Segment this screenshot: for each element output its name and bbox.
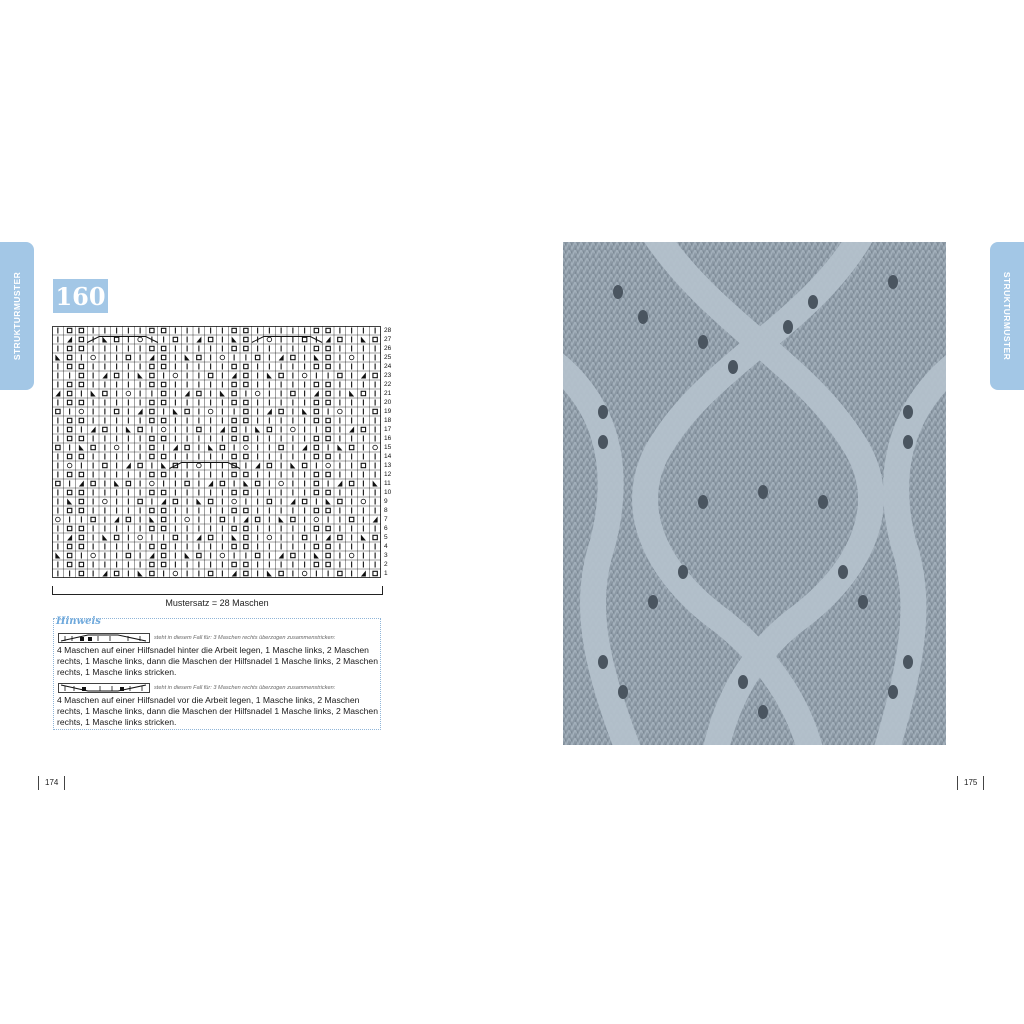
chart-row-label: 27 [384,336,392,343]
chart-row-label: 9 [384,498,388,505]
chart-row-label: 11 [384,480,391,487]
legend-symbol-1 [58,633,335,643]
chart-row-label: 20 [384,399,392,406]
hinweis-title: Hinweis [56,616,101,627]
knitted-swatch-photo [563,242,946,745]
legend-description: 4 Maschen auf einer Hilfsnadel vor die Arbeit legen, 1 Masche links, 2 Maschen rechts, 1 Masche links, dann die Maschen der Hilfsnadel 1 Masche links, 2 Maschen rechts, 1 Masche links stricken. [57,695,378,727]
knitting-chart [52,326,382,578]
chart-row-label: 25 [384,354,392,361]
chart-row-label: 5 [384,534,388,541]
section-tab-label: STRUKTURMUSTER [12,271,23,361]
chart-row-label: 19 [384,408,392,415]
chart-row-label: 22 [384,381,392,388]
chart-row-label: 23 [384,372,392,379]
section-tab-right [990,242,1024,390]
chart-row-label: 15 [384,444,392,451]
section-tab-left [0,242,34,390]
chart-row-label: 16 [384,435,392,442]
chart-row-label: 21 [384,390,392,397]
chart-row-label: 7 [384,516,388,523]
chart-row-label: 12 [384,471,392,478]
pattern-repeat-caption: Mustersatz = 28 Maschen [165,598,269,608]
knitted-swatch-image [563,242,946,745]
chart-row-label: 3 [384,552,388,559]
chart-row-label: 1 [384,570,388,577]
chart-row-label: 14 [384,453,392,460]
chart-row-label: 24 [384,363,392,370]
page-number-right: 175 [957,776,984,790]
legend-note: steht in diesem Fall für: 3 Maschen rechts überzogen zusammenstricken: [154,635,336,641]
section-tab-label: STRUKTURMUSTER [1002,271,1013,361]
page-number-left: 174 [38,776,65,790]
chart-row-label: 28 [384,327,392,334]
chart-row-label: 13 [384,462,392,469]
chart-row-label: 8 [384,507,388,514]
chart-row-label: 6 [384,525,388,532]
chart-row-label: 17 [384,426,392,433]
pattern-number-badge: 160 [53,279,108,313]
legend-note: steht in diesem Fall für: 3 Maschen rechts überzogen zusammenstricken: [154,685,336,691]
cable-right-symbol-icon [58,683,150,693]
chart-row-label: 18 [384,417,392,424]
chart-row-label: 4 [384,543,388,550]
pattern-repeat-bracket [52,586,383,595]
chart-row-labels [384,326,404,578]
legend-description: 4 Maschen auf einer Hilfsnadel hinter die Arbeit legen, 1 Masche links, 2 Maschen rechts, 1 Masche links, dann die Maschen der Hilfsnadel 1 Masche links, 2 Maschen rechts, 1 Masche links stricken. [57,645,378,677]
cable-left-symbol-icon [58,633,150,643]
legend-symbol-2 [58,683,335,693]
chart-row-label: 2 [384,561,388,568]
chart-row-label: 26 [384,345,392,352]
chart-row-label: 10 [384,489,392,496]
